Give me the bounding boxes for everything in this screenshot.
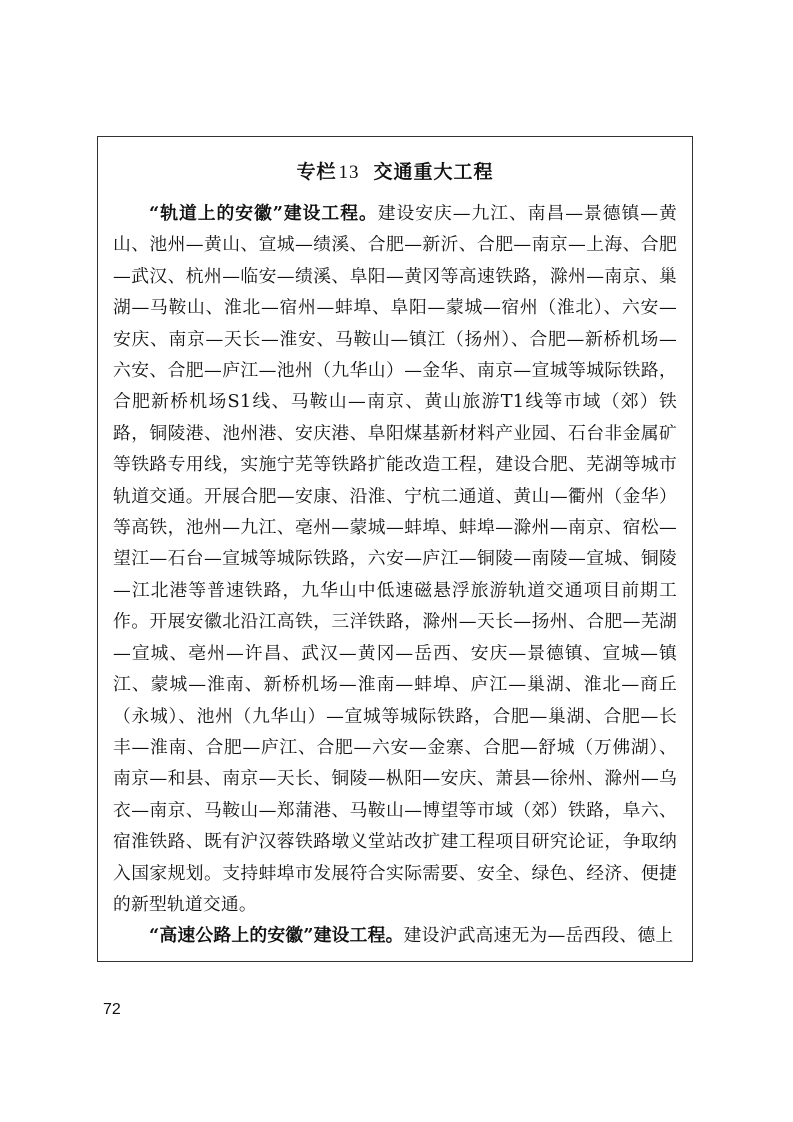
paragraph-rail-text: 建设安庆—九江、南昌—景德镇—黄山、池州—黄山、宣城—绩溪、合肥—新沂、合肥—南京—上海、合肥—武汉、杭州—临安—绩溪、阜阳—黄冈等高速铁路，滁州—南京、巢湖—马鞍山、淮北—宿州—蚌埠、阜阳—蒙城—宿州（淮北）、六安—安庆、南京—天长—淮安、马鞍山—镇江（扬州）、合肥—新桥机场—六安、合肥—庐江—池州（九华山）—金华、南京—宣城等城际铁路，合肥新桥机场S1线、马鞍山—南京、黄山旅游T1线等市域（郊）铁路，铜陵港、池州港、安庆港、阜阳煤基新材料产业园、石台非金属矿等铁路专用线，实施宁芜等铁路扩能改造工程，建设合肥、芜湖等城市轨道交通。开展合肥—安康、沿淮、宁杭二通道、黄山—衢州（金华）等高铁，池州—九江、亳州—蒙城—蚌埠、蚌埠—滁州—南京、宿松—望江—石台—宣城等城际铁路，六安—庐江—铜陵—南陵—宣城、铜陵—江北港等普速铁路，九华山中低速磁悬浮旅游轨道交通项目前期工作。开展安徽北沿江高铁，三洋铁路，滁州—天长—扬州、合肥—芜湖—宣城、亳州—许昌、武汉—黄冈—岳西、安庆—景德镇、宣城—镇江、蒙城—淮南、新桥机场—淮南—蚌埠、庐江—巢湖、淮北—商丘（永城）、池州（九华山）—宣城等城际铁路，合肥—巢湖、合肥—长丰—淮南、合肥—庐江、合肥—六安—金寨、合肥—舒城（万佛湖）、南京—和县、南京—天长、铜陵—枞阳—安庆、萧县—徐州、滁州—乌衣—南京、马鞍山—郑蒲港、马鞍山—博望等市域（郊）铁路，阜六、宿淮铁路、既有沪汉蓉铁路墩义堂站改扩建工程项目研究论证，争取纳入国家规划。支持蚌埠市发展符合实际需要、安全、绿色、经济、便捷的新型轨道交通。 — [113, 203, 677, 915]
paragraph-highway-text: 建设沪武高速无为—岳西段、德上 — [403, 925, 674, 947]
column-box — [97, 136, 693, 962]
column-title — [98, 157, 692, 184]
paragraph-highway-lead: “高速公路上的安徽”建设工程。 — [149, 925, 404, 947]
paragraph-highway — [113, 920, 677, 951]
column-title-number: 13 — [338, 162, 360, 183]
column-title-text: 交通重大工程 — [373, 161, 494, 183]
paragraph-rail — [113, 198, 677, 920]
paragraph-rail-lead: “轨道上的安徽”建设工程。 — [149, 203, 378, 224]
column-title-prefix: 专栏 — [296, 161, 337, 183]
page-number: 72 — [103, 1001, 121, 1018]
